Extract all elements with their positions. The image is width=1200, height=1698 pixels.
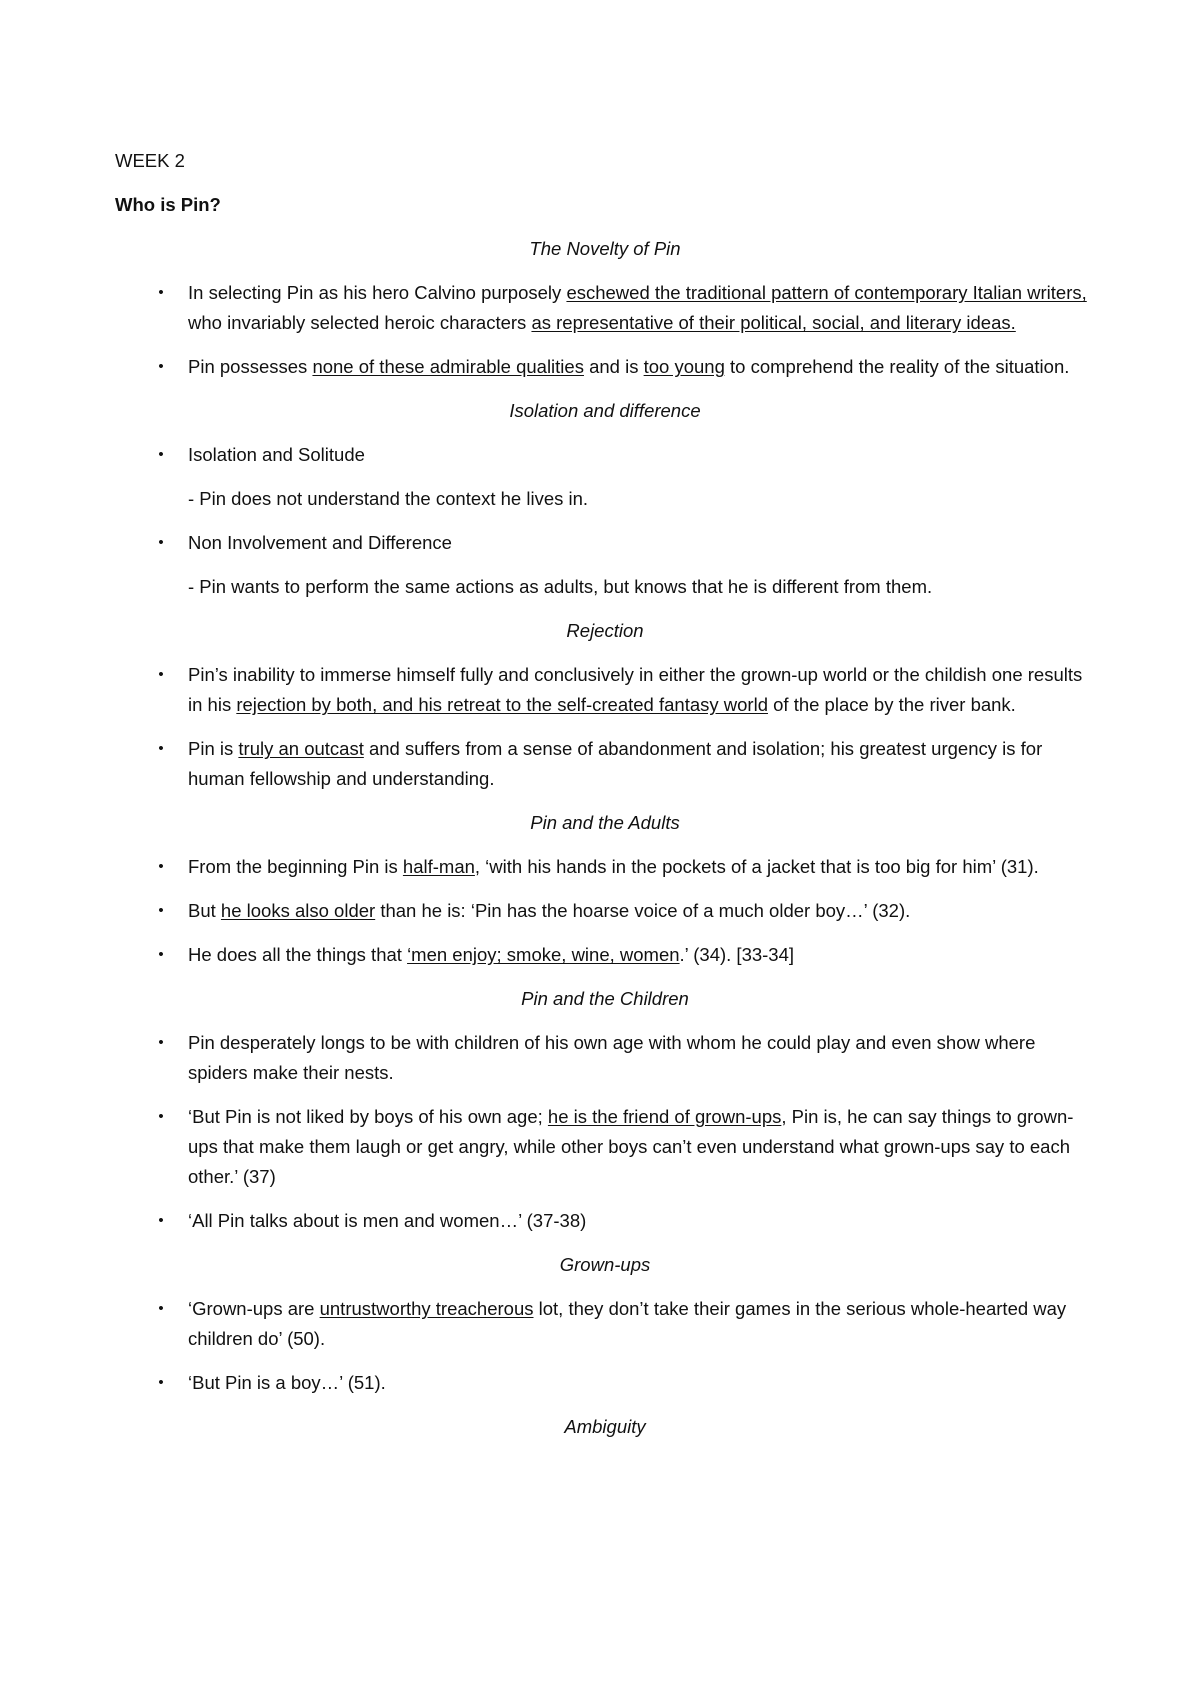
text-run: ‘But Pin is not liked by boys of his own age; bbox=[188, 1106, 548, 1127]
bullet-item bbox=[115, 852, 1095, 882]
bullet-dot-icon: • bbox=[158, 666, 164, 683]
underlined-text: untrustworthy treacherous bbox=[319, 1298, 534, 1319]
text-run: and suffers from a sense of abandonment and isolation; his greatest urgency is for human fellowship and understanding. bbox=[188, 738, 1043, 789]
bullet-item bbox=[115, 734, 1095, 794]
section-heading: Pin and the Children bbox=[521, 988, 689, 1009]
underlined-text: he is the friend of grown-ups bbox=[547, 1106, 782, 1127]
bullet-item bbox=[115, 896, 1095, 926]
bullet-dot-icon: • bbox=[158, 358, 164, 375]
text-run: Isolation and Solitude bbox=[188, 444, 365, 465]
week-label: WEEK 2 bbox=[115, 150, 185, 171]
bullet-dot-icon: • bbox=[158, 284, 164, 301]
bullet-dot-icon: • bbox=[158, 1300, 164, 1317]
text-run: Non Involvement and Difference bbox=[188, 532, 452, 553]
sections-container bbox=[115, 234, 1095, 1442]
bullet-item bbox=[115, 660, 1095, 720]
sub-item bbox=[115, 484, 1095, 514]
text-run: Pin desperately longs to be with children of his own age with whom he could play and even show where spiders make their nests. bbox=[188, 1032, 1036, 1083]
bullet-item bbox=[115, 1028, 1095, 1088]
text-run: Pin possesses bbox=[188, 356, 313, 377]
bullet-item bbox=[115, 528, 1095, 558]
text-run: Pin’s inability to immerse himself fully and conclusively in either the grown-up world or the childish one results in his bbox=[188, 664, 1083, 715]
text-run: than he is: ‘Pin has the hoarse voice of a much older boy…’ (32). bbox=[375, 900, 911, 921]
text-run: But bbox=[188, 900, 221, 921]
text-run: ‘Grown-ups are bbox=[188, 1298, 320, 1319]
underlined-text: ‘men enjoy; smoke, wine, women bbox=[407, 944, 680, 965]
underlined-text: he looks also older bbox=[220, 900, 376, 921]
bullet-item bbox=[115, 1102, 1095, 1192]
underlined-text: as representative of their political, social, and literary ideas. bbox=[531, 312, 1016, 333]
text-run: and is bbox=[583, 356, 644, 377]
underlined-text: eschewed the traditional pattern of contemporary Italian writers, bbox=[566, 282, 1087, 303]
text-run: lot, they don’t take their games in the serious whole-hearted way children do’ (50). bbox=[188, 1298, 1067, 1349]
bullet-dot-icon: • bbox=[158, 858, 164, 875]
bullet-item bbox=[115, 440, 1095, 470]
bullet-item bbox=[115, 352, 1095, 382]
text-run: From the beginning Pin is bbox=[188, 856, 403, 877]
text-run: .’ (34). [33-34] bbox=[679, 944, 795, 965]
text-run: In selecting Pin as his hero Calvino purposely bbox=[188, 282, 567, 303]
text-run: , Pin is, he can say things to grown-ups that make them laugh or get angry, while other boys can’t even understand what grown-ups say to each other.’ (37) bbox=[188, 1106, 1074, 1187]
section-heading: Ambiguity bbox=[564, 1416, 646, 1437]
section-heading: Pin and the Adults bbox=[530, 812, 680, 833]
text-run: - Pin wants to perform the same actions as adults, but knows that he is different from them. bbox=[188, 576, 933, 597]
bullet-item bbox=[115, 1206, 1095, 1236]
page-title: Who is Pin? bbox=[115, 194, 221, 215]
text-run: - Pin does not understand the context he lives in. bbox=[188, 488, 589, 509]
bullet-item bbox=[115, 940, 1095, 970]
bullet-dot-icon: • bbox=[158, 1034, 164, 1051]
section-heading: The Novelty of Pin bbox=[529, 238, 681, 259]
text-run: to comprehend the reality of the situation. bbox=[724, 356, 1070, 377]
bullet-dot-icon: • bbox=[158, 946, 164, 963]
section-heading: Isolation and difference bbox=[509, 400, 701, 421]
underlined-text: rejection by both, and his retreat to the self-created fantasy world bbox=[236, 694, 768, 715]
bullet-dot-icon: • bbox=[158, 1108, 164, 1125]
underlined-text: none of these admirable qualities bbox=[312, 356, 584, 377]
bullet-item bbox=[115, 1368, 1095, 1398]
document-body bbox=[115, 146, 1095, 1456]
bullet-item bbox=[115, 1294, 1095, 1354]
text-run: Pin is bbox=[188, 738, 239, 759]
text-run: He does all the things that bbox=[188, 944, 408, 965]
text-run: of the place by the river bank. bbox=[767, 694, 1016, 715]
text-run: who invariably selected heroic characters bbox=[188, 312, 532, 333]
text-run: ‘But Pin is a boy…’ (51). bbox=[188, 1372, 386, 1393]
underlined-text: too young bbox=[643, 356, 725, 377]
bullet-dot-icon: • bbox=[158, 740, 164, 757]
bullet-dot-icon: • bbox=[158, 902, 164, 919]
bullet-item bbox=[115, 278, 1095, 338]
text-run: , ‘with his hands in the pockets of a jacket that is too big for him’ (31). bbox=[474, 856, 1039, 877]
bullet-dot-icon: • bbox=[158, 534, 164, 551]
bullet-dot-icon: • bbox=[158, 1212, 164, 1229]
underlined-text: half-man bbox=[402, 856, 475, 877]
bullet-dot-icon: • bbox=[158, 1374, 164, 1391]
sub-item bbox=[115, 572, 1095, 602]
text-run: ‘All Pin talks about is men and women…’ (37-38) bbox=[188, 1210, 587, 1231]
section-heading: Rejection bbox=[566, 620, 644, 641]
underlined-text: truly an outcast bbox=[238, 738, 364, 759]
bullet-dot-icon: • bbox=[158, 446, 164, 463]
section-heading: Grown-ups bbox=[559, 1254, 651, 1275]
